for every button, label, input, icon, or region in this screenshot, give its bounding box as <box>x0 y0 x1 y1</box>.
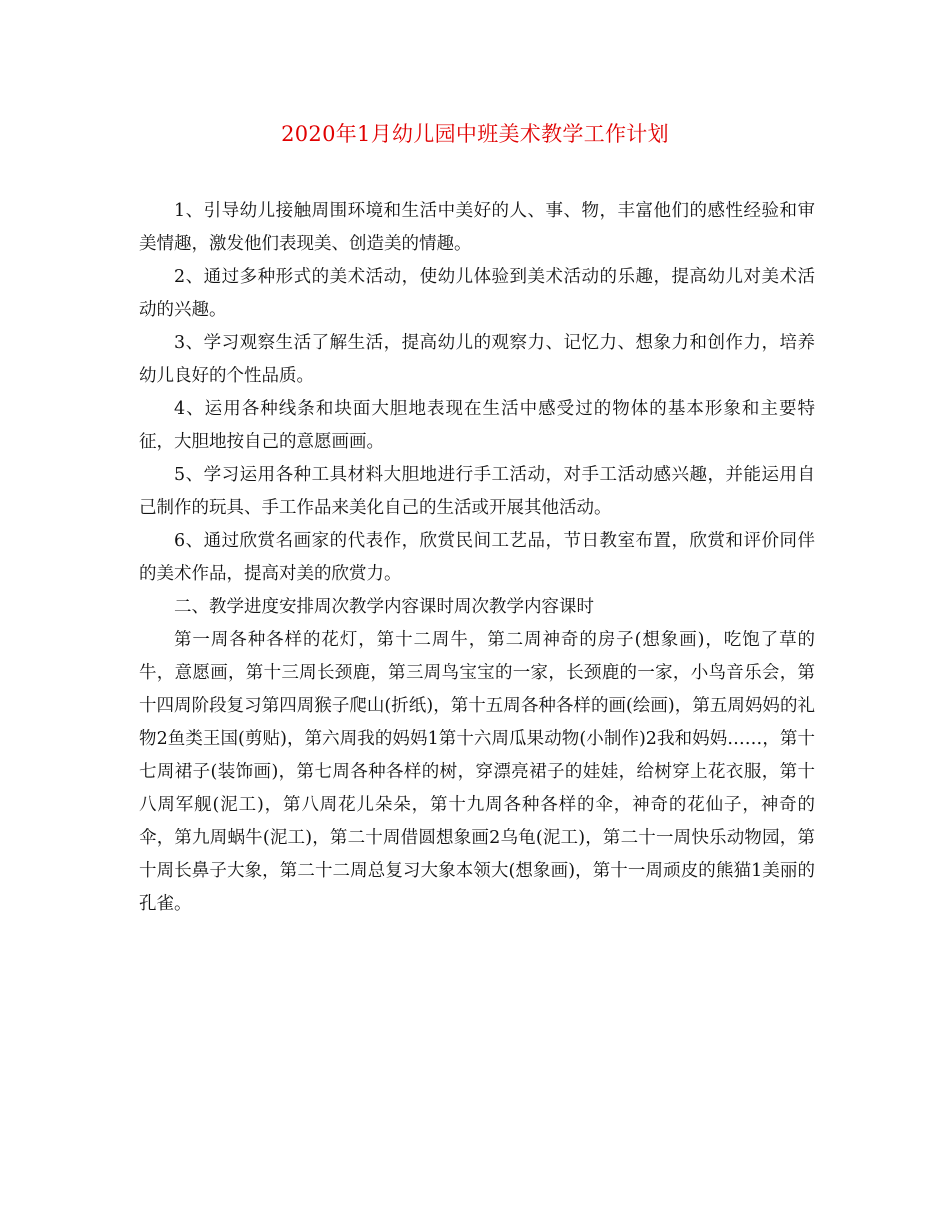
paragraph-4: 4、运用各种线条和块面大胆地表现在生活中感受过的物体的基本形象和主要特征，大胆地按自己的意愿画画。 <box>139 399 815 452</box>
section-heading-schedule: 二、教学进度安排周次教学内容课时周次教学内容课时 <box>174 597 594 617</box>
document-title: 2020年1月幼儿园中班美术教学工作计划 <box>281 122 669 146</box>
paragraph-3: 3、学习观察生活了解生活，提高幼儿的观察力、记忆力、想象力和创作力，培养幼儿良好的个性品质。 <box>139 333 815 386</box>
paragraph-6: 6、通过欣赏名画家的代表作，欣赏民间工艺品，节日教室布置，欣赏和评价同伴的美术作品，提高对美的欣赏力。 <box>139 531 815 584</box>
paragraph-1: 1、引导幼儿接触周围环境和生活中美好的人、事、物，丰富他们的感性经验和审美情趣，激发他们表现美、创造美的情趣。 <box>139 201 815 254</box>
paragraph-2: 2、通过多种形式的美术活动，使幼儿体验到美术活动的乐趣，提高幼儿对美术活动的兴趣。 <box>139 267 815 320</box>
schedule-paragraph: 第一周各种各样的花灯，第十二周牛，第二周神奇的房子(想象画)，吃饱了草的牛，意愿画，第十三周长颈鹿，第三周鸟宝宝的一家，长颈鹿的一家，小鸟音乐会，第十四周阶段复习第四周猴子爬山(折纸)，第十五周各种各样的画(绘画)，第五周妈妈的礼物2鱼类王国(剪贴)，第六周我的妈妈1第十六周瓜果动物(小制作)2我和妈妈……，第十七周裙子(装饰画)，第七周各种各样的树，穿漂亮裙子的娃娃，给树穿上花衣服，第十八周军舰(泥工)，第八周花儿朵朵，第十九周各种各样的伞，神奇的花仙子，神奇的伞，第九周蜗牛(泥工)，第二十周借圆想象画2乌龟(泥工)，第二十一周快乐动物园，第十周长鼻子大象，第二十二周总复习大象本领大(想象画)，第十一周顽皮的熊猫1美丽的孔雀。 <box>139 630 815 914</box>
paragraph-5: 5、学习运用各种工具材料大胆地进行手工活动，对手工活动感兴趣，并能运用自己制作的玩具、手工作品来美化自己的生活或开展其他活动。 <box>139 465 815 518</box>
document-body <box>139 195 815 921</box>
